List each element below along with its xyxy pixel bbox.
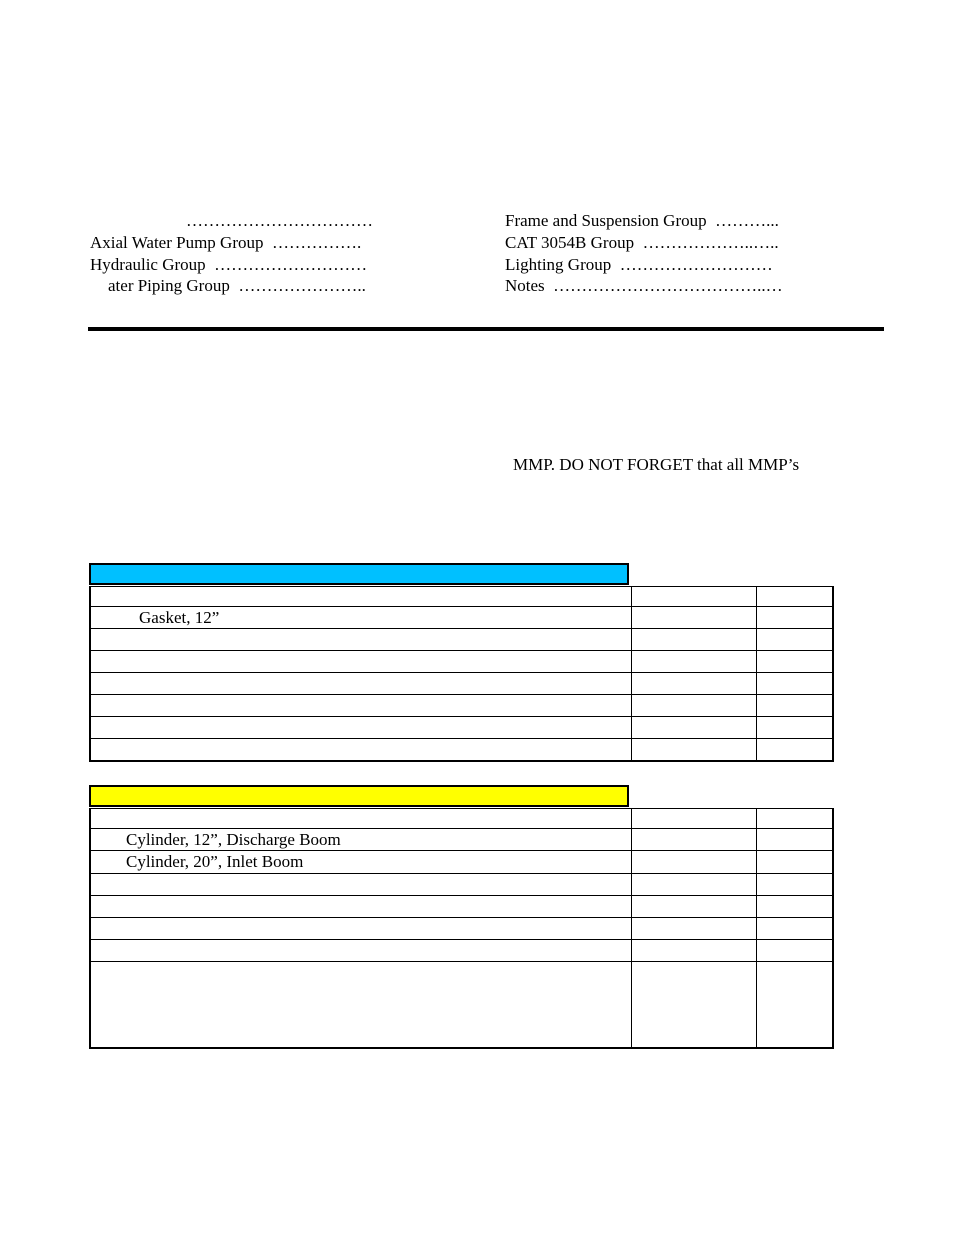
toc-left-item-0[interactable] — [186, 211, 373, 231]
toc-leader: ……………. — [272, 233, 362, 252]
table-row — [90, 673, 833, 695]
toc-label: Hydraulic Group — [90, 255, 206, 274]
toc-leader: ………………..….. — [642, 233, 779, 252]
toc-label: ater Piping Group — [108, 276, 230, 295]
toc-leader: ……………………… — [214, 255, 368, 274]
table-row — [90, 587, 833, 607]
table-1-header-bar — [89, 563, 629, 585]
toc-left-item-2[interactable] — [90, 255, 367, 275]
toc-left-item-1[interactable] — [90, 233, 361, 253]
table-row — [90, 896, 833, 918]
toc-leader: …………………………… — [186, 211, 373, 230]
table-row — [90, 809, 833, 829]
table-row — [90, 651, 833, 673]
toc-right-item-2[interactable] — [505, 255, 773, 275]
table-2-header-bar — [89, 785, 629, 807]
table-row — [90, 962, 833, 1048]
row-label: Gasket, 12” — [139, 608, 220, 627]
toc-right-item-0[interactable] — [505, 211, 779, 231]
toc-leader: ………………….. — [238, 276, 366, 295]
table-row — [90, 874, 833, 896]
table-1-grid — [89, 586, 834, 762]
table-row — [90, 695, 833, 717]
row-label: Cylinder, 20”, Inlet Boom — [126, 852, 304, 871]
table-row — [90, 940, 833, 962]
section-divider — [88, 327, 884, 331]
table-row — [90, 629, 833, 651]
table-row — [90, 851, 833, 874]
toc-right-item-1[interactable] — [505, 233, 779, 253]
table-row — [90, 918, 833, 940]
toc-label: Axial Water Pump Group — [90, 233, 264, 252]
table-row — [90, 739, 833, 761]
toc-label: Frame and Suspension Group — [505, 211, 707, 230]
table-row — [90, 829, 833, 851]
table-2-grid — [89, 808, 834, 1049]
notice-text: MMP. DO NOT FORGET that all MMP’s — [513, 455, 800, 474]
toc-label: Notes — [505, 276, 545, 295]
toc-leader: ………... — [715, 211, 779, 230]
row-label: Cylinder, 12”, Discharge Boom — [126, 830, 341, 849]
toc-left-item-3[interactable] — [108, 276, 366, 296]
toc-right-item-3[interactable] — [505, 276, 783, 296]
toc-label: CAT 3054B Group — [505, 233, 635, 252]
toc-leader: ……………………… — [619, 255, 773, 274]
toc-leader: ………………………………..… — [553, 276, 783, 295]
table-row — [90, 607, 833, 629]
table-row — [90, 717, 833, 739]
toc-label: Lighting Group — [505, 255, 612, 274]
